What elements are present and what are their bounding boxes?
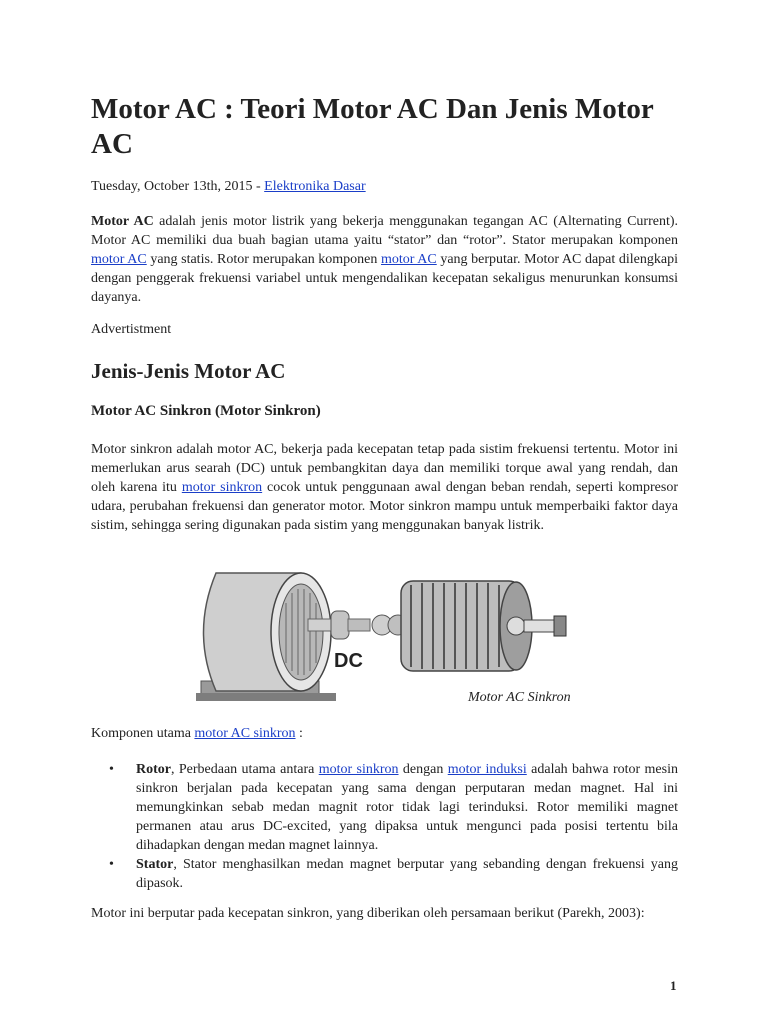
motor-ac-link-1[interactable]: motor AC <box>91 252 147 267</box>
advertisement-label: Advertistment <box>91 322 172 337</box>
motor-sinkron-link[interactable]: motor sinkron <box>181 480 263 495</box>
sinkron-paragraph <box>91 440 678 535</box>
motor-ac-link-2[interactable]: motor AC <box>381 252 437 267</box>
rotor-text-3: adalah bahwa rotor mesin sinkron berjalan pada kecepatan yang sama dengan perputaran medan magnet. Hal ini memungkinkan sebab medan magnit rotor tidak lagi terinduksi. Rotor memiliki magnet permanen atau arus DC-excited, yang dipaksa untuk mengunci pada posisi tertentu bila dihadapkan dengan medan magnet lainnya. <box>136 762 678 853</box>
komponen-intro <box>91 724 303 743</box>
sinkron-text-2: cocok untuk penggunaan awal dengan beban rendah, seperti kompresor udara, perubahan frekuensi dan generator motor. Motor sinkron mampu untuk memperbaiki faktor daya sistim, sehingga sering digunakan pada sistim yang menggunakan banyak listrik. <box>91 480 679 533</box>
komponen-text-1: Komponen utama <box>91 726 195 741</box>
komponen-text-2: : <box>295 726 303 741</box>
sinkron-text-1: Motor sinkron adalah motor AC, bekerja pada kecepatan tetap pada sistim frekuensi tertentu. Motor ini memerlukan arus searah (DC) untuk pembangkitan daya dan memiliki torque awal yang rendah, dan oleh karena itu <box>91 442 678 495</box>
post-date: Tuesday, October 13th, 2015 - <box>91 179 265 194</box>
page-number: 1 <box>670 978 677 993</box>
motor-ac-sinkron-link[interactable]: motor AC sinkron <box>194 726 296 741</box>
intro-text-2: yang statis. Rotor merupakan komponen <box>146 252 381 267</box>
list-item-rotor <box>109 760 678 855</box>
subsection-heading: Motor AC Sinkron (Motor Sinkron) <box>91 403 321 419</box>
list-item-stator <box>109 855 678 893</box>
post-meta <box>91 177 366 196</box>
rotor-text-1: , Perbedaan utama antara <box>171 762 319 777</box>
motor-diagram-image <box>196 563 596 703</box>
figure-caption: Motor AC Sinkron <box>468 690 571 705</box>
intro-paragraph <box>91 212 678 307</box>
stator-term: Stator <box>136 857 174 872</box>
rotor-text-2: dengan <box>398 762 448 777</box>
intro-text-3: yang berputar. Motor AC dapat dilengkapi dengan penggerak frekuensi variabel untuk mengendalikan kecepatan sekaligus menurunkan konsumsi dayanya. <box>91 252 678 305</box>
komponen-list <box>91 760 678 893</box>
stator-text-1: , Stator menghasilkan medan magnet berputar yang sebanding dengan frekuensi yang dipasok. <box>136 857 678 891</box>
intro-text-1: adalah jenis motor listrik yang bekerja menggunakan tegangan AC (Alternating Current). Motor AC memiliki dua buah bagian utama yaitu “stator” dan “rotor”. Stator merupakan komponen <box>91 214 678 248</box>
page-title: Motor AC : Teori Motor AC Dan Jenis Motor AC <box>91 93 654 160</box>
motor-induksi-link[interactable]: motor induksi <box>447 762 527 777</box>
intro-term: Motor AC <box>91 214 154 229</box>
motor-sinkron-illustration <box>196 563 596 703</box>
motor-sinkron-link-2[interactable]: motor sinkron <box>318 762 399 777</box>
closing-paragraph: Motor ini berputar pada kecepatan sinkron, yang diberikan oleh persamaan berikut (Parekh, 2003): <box>91 906 645 921</box>
bullet-icon: • <box>109 857 114 872</box>
rotor-term: Rotor <box>136 762 171 777</box>
dc-label: DC <box>334 650 363 672</box>
bullet-icon: • <box>109 762 114 777</box>
section-heading: Jenis-Jenis Motor AC <box>91 359 286 383</box>
category-link[interactable]: Elektronika Dasar <box>264 179 366 194</box>
